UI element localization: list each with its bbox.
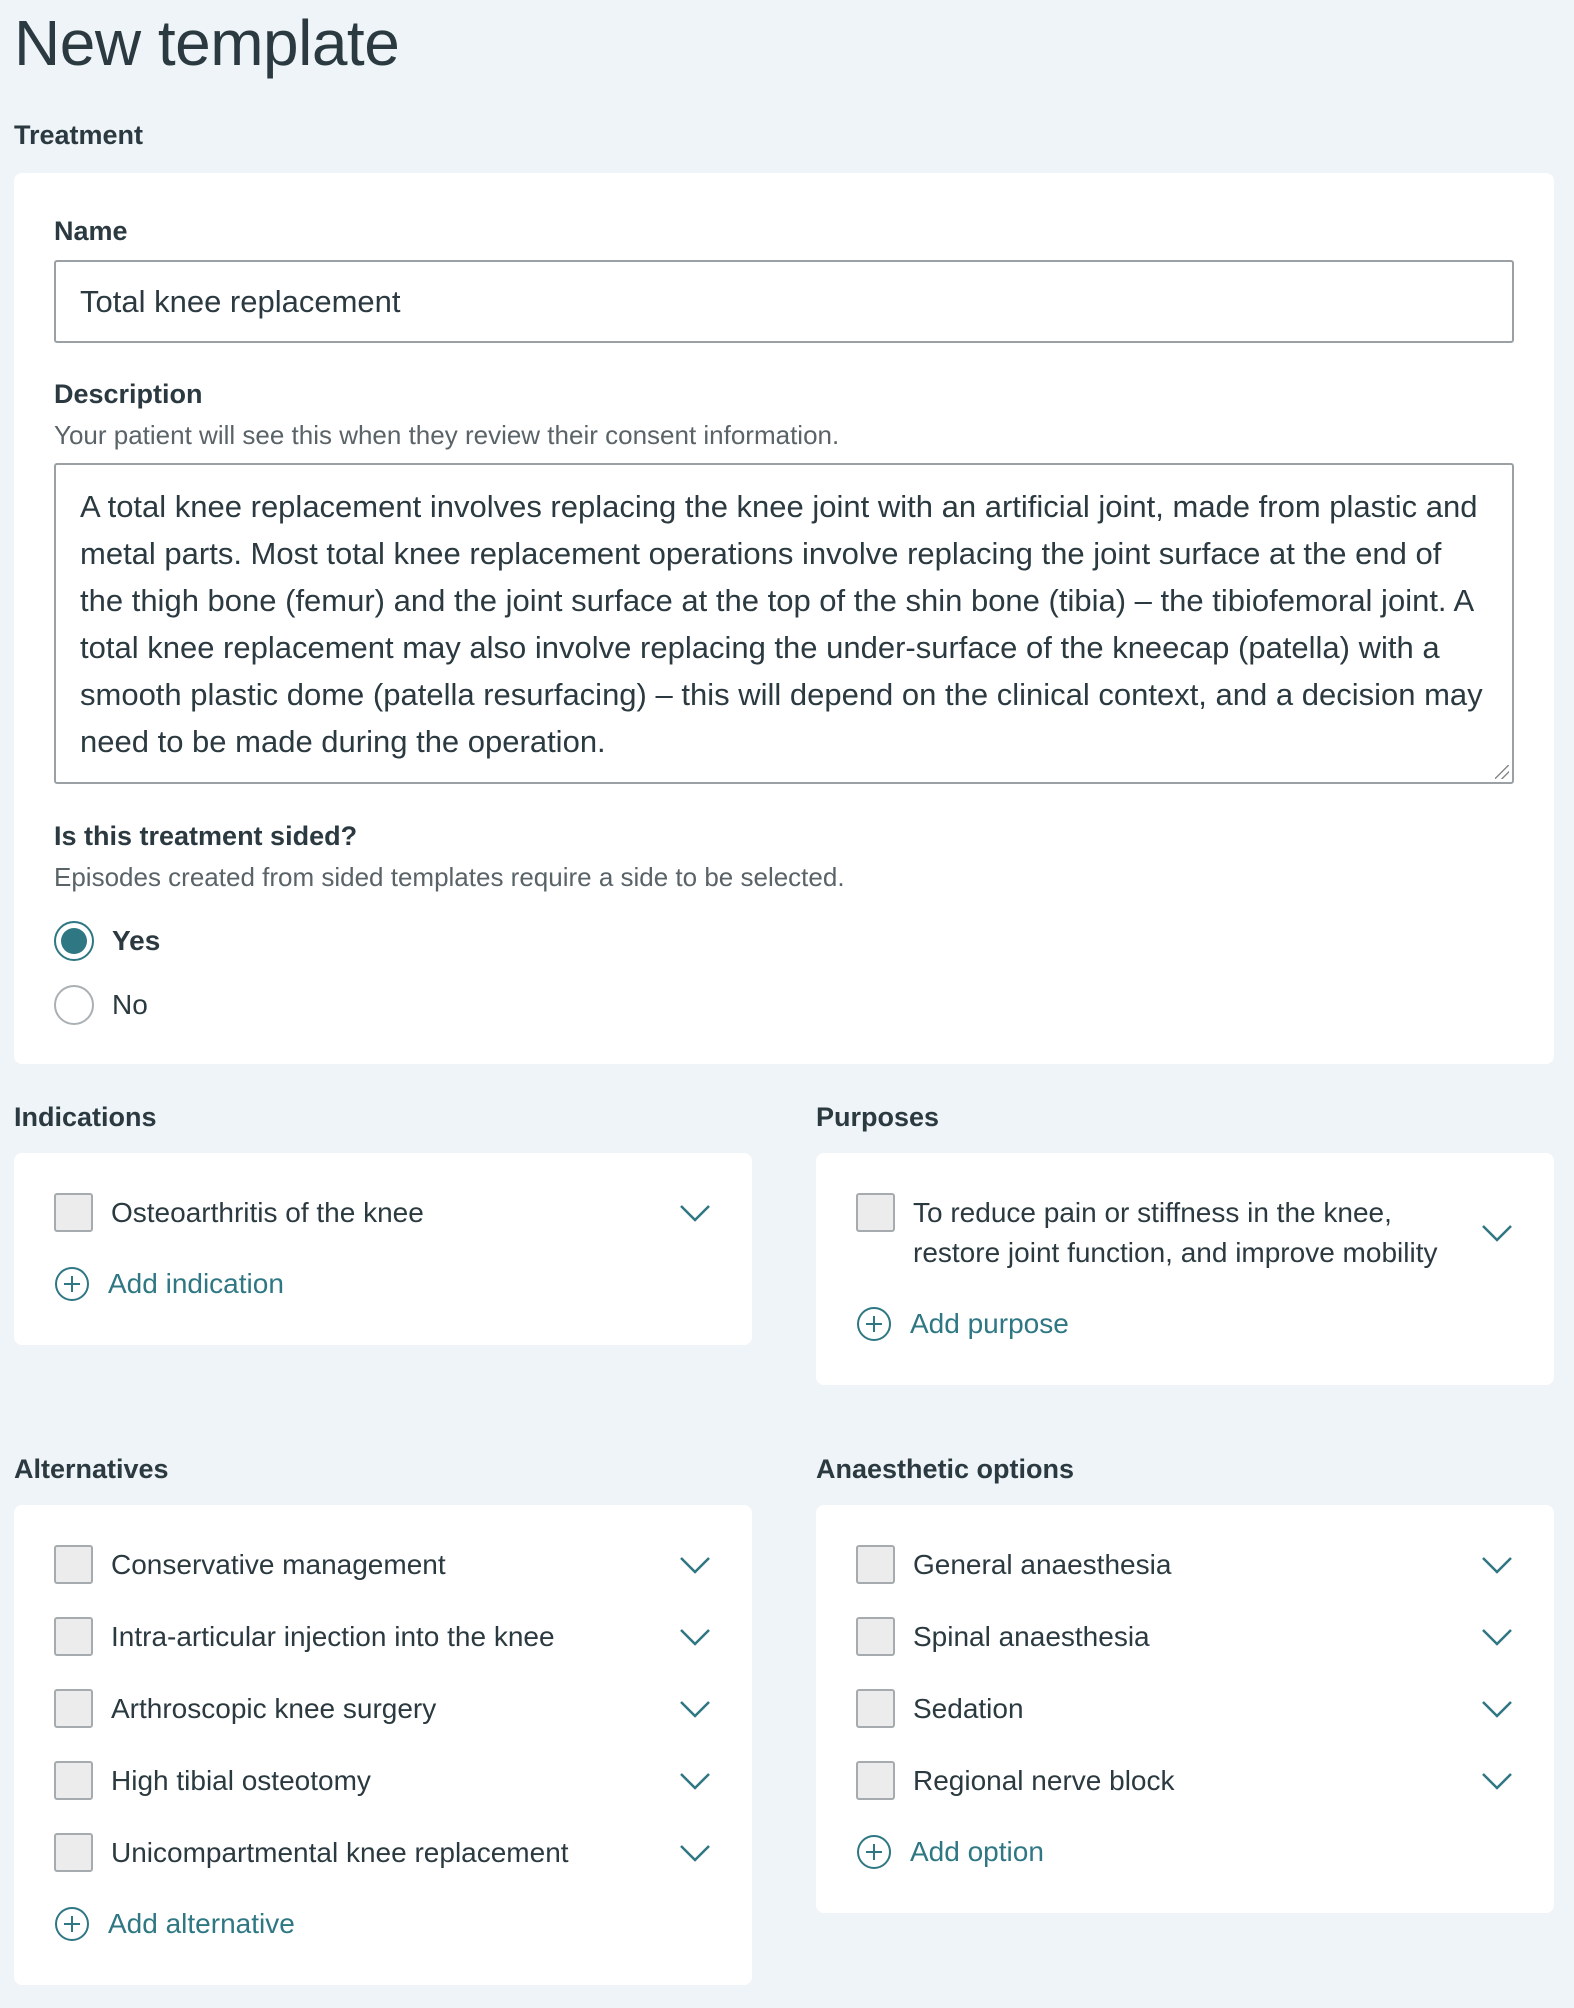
plus-circle-icon [54, 1906, 90, 1942]
item-label: Intra-articular injection into the knee [111, 1621, 555, 1652]
add-indication-button[interactable] [54, 1266, 284, 1302]
checkbox[interactable] [856, 1689, 895, 1728]
add-option-button[interactable] [856, 1834, 1044, 1870]
checkbox[interactable] [54, 1761, 93, 1800]
checkbox[interactable] [856, 1545, 895, 1584]
chevron-down-icon[interactable] [1480, 1617, 1514, 1657]
list-item [856, 1689, 1514, 1729]
indications-card [14, 1153, 752, 1345]
checkbox[interactable] [54, 1617, 93, 1656]
sided-hint: Episodes created from sided templates require a side to be selected. [54, 862, 845, 892]
page-title: New template [14, 7, 400, 79]
item-label: General anaesthesia [913, 1549, 1172, 1580]
description-hint: Your patient will see this when they review their consent information. [54, 420, 840, 450]
description-textarea[interactable] [54, 463, 1514, 784]
chevron-down-icon[interactable] [1480, 1761, 1514, 1801]
radio-selected-icon[interactable] [54, 921, 94, 961]
list-item [856, 1193, 1514, 1273]
checkbox[interactable] [54, 1193, 93, 1232]
add-option-label: Add option [910, 1836, 1044, 1867]
add-alternative-label: Add alternative [108, 1908, 295, 1939]
chevron-down-icon[interactable] [678, 1833, 712, 1873]
chevron-down-icon[interactable] [678, 1761, 712, 1801]
alternatives-card [14, 1505, 752, 1985]
checkbox[interactable] [856, 1617, 895, 1656]
treatment-card [14, 173, 1554, 1064]
radio-yes-label: Yes [112, 925, 161, 956]
item-label: Osteoarthritis of the knee [111, 1197, 424, 1228]
anaesthetic-card [816, 1505, 1554, 1913]
list-item [54, 1761, 712, 1801]
purposes-title: Purposes [816, 1102, 940, 1132]
radio-yes[interactable] [54, 921, 160, 961]
indications-title: Indications [14, 1102, 157, 1132]
add-indication-label: Add indication [108, 1268, 284, 1299]
chevron-down-icon[interactable] [678, 1689, 712, 1729]
radio-unselected-icon[interactable] [54, 985, 94, 1025]
sided-label: Is this treatment sided? [54, 821, 358, 851]
chevron-down-icon[interactable] [678, 1545, 712, 1585]
chevron-down-icon[interactable] [678, 1193, 712, 1233]
checkbox[interactable] [856, 1761, 895, 1800]
description-label: Description [54, 379, 203, 409]
anaesthetic-title: Anaesthetic options [816, 1454, 1075, 1484]
description-text: A total knee replacement involves replacing the knee joint with an artificial joint, made from plastic and metal parts. Most total knee replacement operations involve replacing the joint surface at the end of the thigh bone (femur) and the joint surface at the top of the shin bone (tibia) – the tibiofemoral joint. A total knee replacement may also involve replacing the under-surface of the kneecap (patella) with a smooth plastic dome (patella resurfacing) – this will depend on the clinical context, and a decision may need to be made during the operation. [80, 489, 1483, 759]
chevron-down-icon[interactable] [678, 1617, 712, 1657]
list-item [856, 1545, 1514, 1585]
checkbox[interactable] [54, 1689, 93, 1728]
name-input[interactable]: Total knee replacement [54, 260, 1514, 343]
list-item [54, 1193, 712, 1233]
add-alternative-button[interactable] [54, 1906, 295, 1942]
list-item [856, 1617, 1514, 1657]
chevron-down-icon[interactable] [1480, 1213, 1514, 1253]
checkbox[interactable] [54, 1833, 93, 1872]
radio-no-label: No [112, 989, 148, 1020]
plus-circle-icon [54, 1266, 90, 1302]
chevron-down-icon[interactable] [1480, 1689, 1514, 1729]
chevron-down-icon[interactable] [1480, 1545, 1514, 1585]
radio-no[interactable] [54, 985, 148, 1025]
item-label: Regional nerve block [913, 1765, 1175, 1796]
checkbox[interactable] [54, 1545, 93, 1584]
plus-circle-icon [856, 1306, 892, 1342]
item-label: To reduce pain or stiffness in the knee, restore joint function, and improve mobility [913, 1197, 1438, 1268]
purposes-card [816, 1153, 1554, 1385]
item-label: Spinal anaesthesia [913, 1621, 1150, 1652]
list-item [856, 1761, 1514, 1801]
alternatives-title: Alternatives [14, 1454, 169, 1484]
list-item [54, 1689, 712, 1729]
item-label: Conservative management [111, 1549, 446, 1580]
list-item [54, 1617, 712, 1657]
item-label: Arthroscopic knee surgery [111, 1693, 437, 1724]
add-purpose-button[interactable] [856, 1306, 1069, 1342]
list-item [54, 1833, 712, 1873]
plus-circle-icon [856, 1834, 892, 1870]
add-purpose-label: Add purpose [910, 1308, 1069, 1339]
checkbox[interactable] [856, 1193, 895, 1232]
name-label: Name [54, 216, 128, 246]
resize-handle[interactable] [1495, 765, 1509, 779]
treatment-section-title: Treatment [14, 120, 144, 150]
item-label: Sedation [913, 1693, 1024, 1724]
item-label: Unicompartmental knee replacement [111, 1837, 569, 1868]
item-label: High tibial osteotomy [111, 1765, 371, 1796]
list-item [54, 1545, 712, 1585]
